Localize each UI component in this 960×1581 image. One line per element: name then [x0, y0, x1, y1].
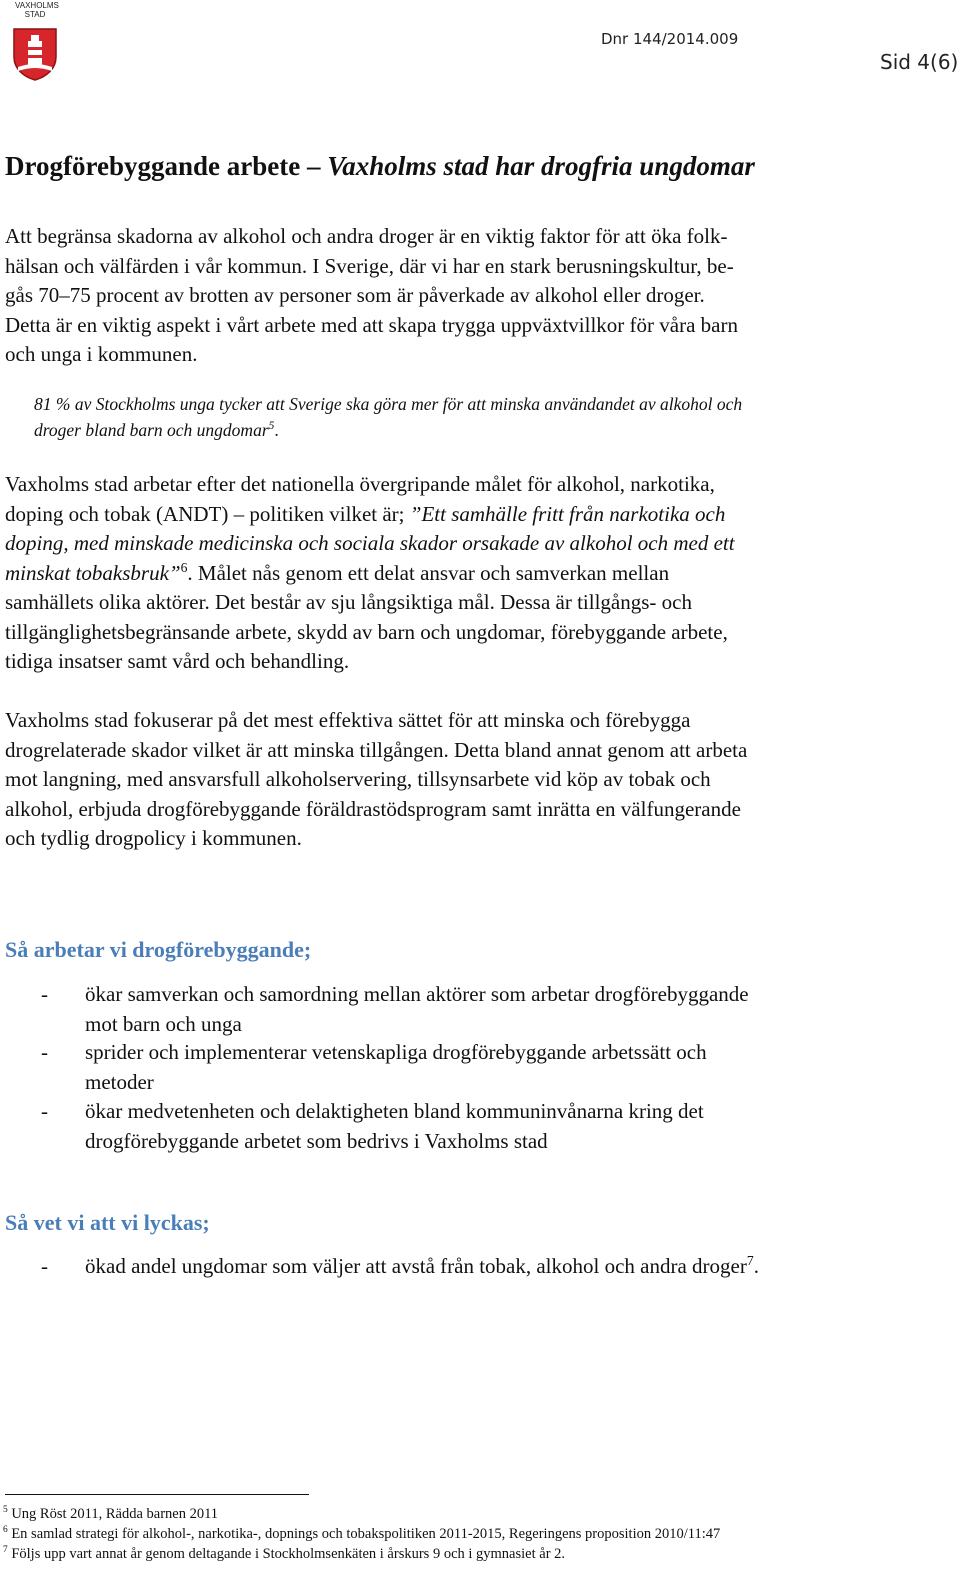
- intro-paragraph: [5, 222, 950, 370]
- list-dash: -: [41, 1040, 48, 1064]
- list-text: mot barn och unga: [85, 1011, 242, 1036]
- list-dash: -: [41, 1099, 48, 1123]
- section-heading-how: Så arbetar vi drogförebyggande;: [5, 937, 312, 962]
- text-line: alkohol, erbjuda drogförebyggande föräldrastödsprogram samt inrätta en välfungerande: [5, 796, 741, 821]
- focus-paragraph: [5, 706, 950, 854]
- goal-quote: ”Ett samhälle fritt från narkotika och: [409, 501, 726, 526]
- text-line: [5, 529, 950, 559]
- footnote-ref: 7: [746, 1253, 754, 1268]
- page-number: Sid 4(6): [880, 50, 959, 74]
- footnote-text: Ung Röst 2011, Rädda barnen 2011: [7, 1506, 219, 1522]
- text-line: hälsan och välfärden i vår kommun. I Sverige, där vi har en stark berusningskultur, be-: [5, 253, 734, 278]
- text-line: tillgänglighetsbegränsande arbete, skydd av barn och ungdomar, förebyggande arbete,: [5, 619, 728, 644]
- footnote-number: 5: [3, 1505, 8, 1516]
- title-plain: Drogförebyggande arbete –: [5, 151, 328, 181]
- text-segment: doping och tobak (ANDT) – politiken vilket är;: [5, 501, 410, 526]
- list-dash: -: [41, 1254, 48, 1278]
- text-line: Att begränsa skadorna av alkohol och andra droger är en viktig faktor för att öka folk-: [5, 224, 728, 248]
- text-line: Detta är en viktig aspekt i vårt arbete med att skapa trygga uppväxtvillkor för våra barn: [5, 312, 738, 337]
- list-text: drogförebyggande arbetet som bedrivs i Vaxholms stad: [85, 1128, 548, 1153]
- text-line: Vaxholms stad fokuserar på det mest effektiva sättet för att minska och förebygga: [5, 708, 691, 732]
- footnote: [3, 1505, 218, 1523]
- text-line: gås 70–75 procent av brotten av personer som är påverkade av alkohol eller droger.: [5, 283, 705, 307]
- vaxholm-coat-of-arms-icon: [10, 18, 60, 90]
- statistic-quote: [34, 391, 934, 443]
- page-title: [5, 151, 755, 182]
- footnote-text: Följs upp vart annat år genom deltagande i Stockholmsenkäten i årskurs 9 och i gymnasiet år 2.: [7, 1546, 566, 1562]
- text-line: drogrelaterade skador vilket är att minska tillgången. Detta bland annat genom att arbeta: [5, 737, 748, 762]
- quote-line: [34, 417, 934, 443]
- title-italic: Vaxholms stad har drogfria ungdomar: [327, 151, 755, 181]
- text-line: samhällets olika aktörer. Det består av sju långsiktiga mål. Dessa är tillgångs- och: [5, 590, 692, 614]
- footnote-text: En samlad strategi för alkohol-, narkotika-, dopnings och tobakspolitiken 2011-2015, Regeringens proposition 2010/11:47: [7, 1526, 721, 1542]
- list-item: [5, 1038, 950, 1097]
- text-segment: . Målet nås genom ett delat ansvar och samverkan mellan: [187, 560, 670, 585]
- footnote: [3, 1525, 720, 1543]
- text-line: och unga i kommunen.: [5, 342, 198, 366]
- list-end: .: [753, 1254, 759, 1278]
- text-line: [5, 500, 950, 530]
- list-text: sprider och implementerar vetenskapliga drogförebyggande arbetssätt och: [85, 1040, 707, 1064]
- list-text: ökar samverkan och samordning mellan aktörer som arbetar drogförebyggande: [85, 982, 749, 1006]
- goal-quote: minskat tobaksbruk”: [5, 560, 181, 585]
- logo-wordmark: [10, 1, 60, 19]
- goal-quote: doping, med minskade medicinska och sociala skador orsakade av alkohol och med ett: [5, 531, 735, 555]
- quote-line: 81 % av Stockholms unga tycker att Sverige ska göra mer för att minska användandet av alkohol och: [34, 394, 743, 414]
- quote-text: droger bland barn och ungdomar: [34, 420, 269, 440]
- list-text: ökad andel ungdomar som väljer att avstå från tobak, alkohol och andra droger: [85, 1254, 747, 1278]
- list-item: [5, 1252, 950, 1282]
- document-number: Dnr 144/2014.009: [601, 30, 739, 48]
- text-line: [5, 559, 950, 589]
- text-line: tidiga insatser samt vård och behandling.: [5, 649, 350, 673]
- text-line: mot langning, med ansvarsfull alkoholservering, tillsynsarbete vid köp av tobak och: [5, 767, 711, 791]
- text-line: Vaxholms stad arbetar efter det nationella övergripande målet för alkohol, narkotika,: [5, 472, 715, 496]
- text-line: och tydlig drogpolicy i kommunen.: [5, 826, 302, 850]
- footnote-ref: 6: [180, 559, 188, 575]
- list-text: metoder: [85, 1069, 154, 1094]
- list-item: [5, 1097, 950, 1156]
- list-item: [5, 980, 950, 1039]
- quote-end: .: [274, 420, 279, 440]
- list-dash: -: [41, 982, 48, 1006]
- footnote-divider: [5, 1494, 309, 1495]
- footnote-number: 6: [3, 1525, 8, 1536]
- footnote: [3, 1545, 565, 1563]
- list-text: ökar medvetenheten och delaktigheten bland kommuninvånarna kring det: [85, 1099, 704, 1123]
- list-text-line: [85, 1252, 759, 1282]
- logo-text: VAXHOLMS STAD: [15, 1, 59, 19]
- footnote-number: 7: [3, 1545, 8, 1556]
- footnote-ref: 5: [268, 420, 275, 433]
- andt-paragraph: [5, 470, 950, 677]
- section-heading-success: Så vet vi att vi lyckas;: [5, 1210, 210, 1235]
